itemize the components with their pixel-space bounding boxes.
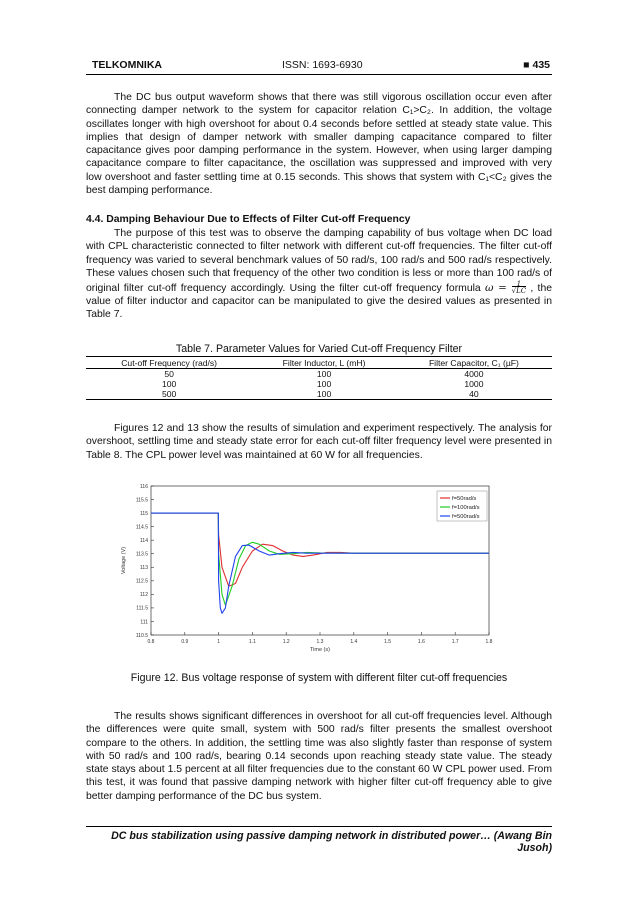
table-row (86, 379, 552, 389)
y-tick-label: 114 (140, 537, 148, 544)
x-tick-label: 1.3 (316, 639, 324, 645)
page-header (92, 59, 550, 73)
y-tick-label: 115.5 (135, 497, 148, 504)
y-tick-label: 112.5 (135, 578, 148, 585)
table-cell: 100 (161, 379, 177, 389)
page-footer: DC bus stabilization using passive damping network in distributed power… (Awang Bin Jusoh) (111, 830, 552, 854)
paragraph-4: The results shows significant differences in overshoot for all cut-off frequencies level. Although the differences were quite small, system with 500 rad/s filter presents the smallest overshoot compare to the others. In addition, the settling time was also slightly faster than response of system with 50 rad/s and 100 rad/s, bearing 0.14 seconds upon reaching steady state value. The steady state stays about 1.5 percent at all filter frequencies due to the constant 60 W CPL power used. From this test, it was found that passive damping network with higher filter cut-off frequency able to give better damping performance of the DC bus system. (86, 711, 552, 802)
y-tick-label: 116 (140, 483, 148, 490)
x-tick-label: 1.1 (248, 639, 256, 645)
x-tick-label: 1.2 (282, 639, 290, 645)
table-cell: 100 (316, 369, 332, 379)
y-tick-label: 113.5 (135, 551, 148, 558)
cutoff-formula: $\omega = \frac{1}{√LC}$ (484, 279, 527, 295)
y-tick-label: 112 (140, 592, 148, 599)
x-tick-label: 0.8 (147, 639, 155, 645)
table-cell: 40 (396, 389, 552, 400)
page-number: ■ 435 (523, 59, 550, 71)
figure-12-plot (116, 480, 514, 662)
paragraph-3: Figures 12 and 13 show the results of simulation and experiment respectively. The analysis for overshoot, settling time and steady state error for each cut-off filter frequency level were presented in Table 8. The CPL power level was maintained at 60 W for all frequencies. (86, 423, 552, 461)
section-title: 4.4. Damping Behaviour Due to Effects of Filter Cut-off Frequency (86, 214, 411, 225)
table7-caption: Table 7. Parameter Values for Varied Cut-off Frequency Filter (175, 343, 463, 355)
table-cell: 100 (316, 379, 332, 389)
paragraph-2: The purpose of this test was to observe the damping capability of bus voltage when DC load with CPL characteristic connected to filter network with different cut-off frequencies. The filter cut-off frequency was varied to several benchmark values of 50 rad/s, 100 rad/s and 500 rad/s respectively. These values chosen such that frequency of the other two condition is less or more than 100 rad/s of original filter cut-off frequency accordingly. Using the filter cut-off frequency formula $\omega = \frac{1}{√LC}$ , the value of filter inductor and capacitor can be manipulated to give the desired values as presented in Table 7. (86, 228, 553, 321)
x-tick-label: 1.7 (451, 639, 459, 645)
table-header-row (86, 357, 552, 369)
y-tick-label: 115 (140, 510, 148, 517)
table-header: Cut-off Frequency (rad/s) (86, 357, 252, 369)
header-rule (86, 74, 552, 75)
table-row (86, 389, 552, 400)
table-cell: 4000 (464, 369, 484, 379)
y-tick-label: 111 (140, 619, 148, 626)
table-cell: 50 (164, 369, 174, 379)
table-cell: 100 (252, 389, 396, 400)
legend-label: f=100rad/s (452, 505, 480, 511)
y-tick-label: 113 (140, 565, 148, 572)
x-tick-label: 1.4 (350, 639, 358, 645)
x-tick-label: 0.9 (181, 639, 189, 645)
table-header: Filter Capacitor, C₁ (µF) (396, 357, 552, 369)
y-axis-label: Voltage (V) (121, 546, 127, 575)
journal-name: TELKOMNIKA (92, 59, 162, 71)
table-row (86, 369, 552, 380)
line-chart (116, 480, 514, 662)
footer-rule (86, 826, 552, 827)
figure-12-caption: Figure 12. Bus voltage response of system with different filter cut-off frequencies (130, 672, 508, 684)
y-tick-label: 111.5 (136, 605, 148, 612)
legend-label: f=500rad/s (452, 514, 480, 520)
table-cell: 500 (86, 389, 252, 400)
table-7 (86, 356, 552, 400)
x-tick-label: 1.8 (485, 639, 493, 645)
issn: ISSN: 1693-6930 (282, 59, 363, 71)
x-tick-label: 1.6 (417, 639, 425, 645)
paragraph-1: The DC bus output waveform shows that there was still vigorous oscillation occur even after connecting damper network to the system for capacitor relation C₁>C₂. In addition, the voltage oscillates longer with high overshoot for about 0.4 seconds before settled at steady state value. This implies that design of damper network with smaller damping capacitance compared to filter capacitance gives poor damping performance in the system. However, when using larger damping capacitance compare to filter capacitance, the oscillation was suppressed and improved with very low overshoot and faster settling time at 0.15 seconds. This shows that system with C₁<C₂ gives the best damping performance. (86, 92, 552, 197)
y-tick-label: 110.5 (135, 632, 148, 639)
x-tick-label: 1 (217, 639, 220, 645)
x-axis-label: Time (s) (310, 647, 330, 653)
table-header: Filter Inductor, L (mH) (252, 357, 396, 369)
y-tick-label: 114.5 (135, 524, 148, 531)
legend-label: f=50rad/s (452, 496, 477, 502)
x-tick-label: 1.5 (384, 639, 392, 645)
table-cell: 1000 (464, 379, 484, 389)
